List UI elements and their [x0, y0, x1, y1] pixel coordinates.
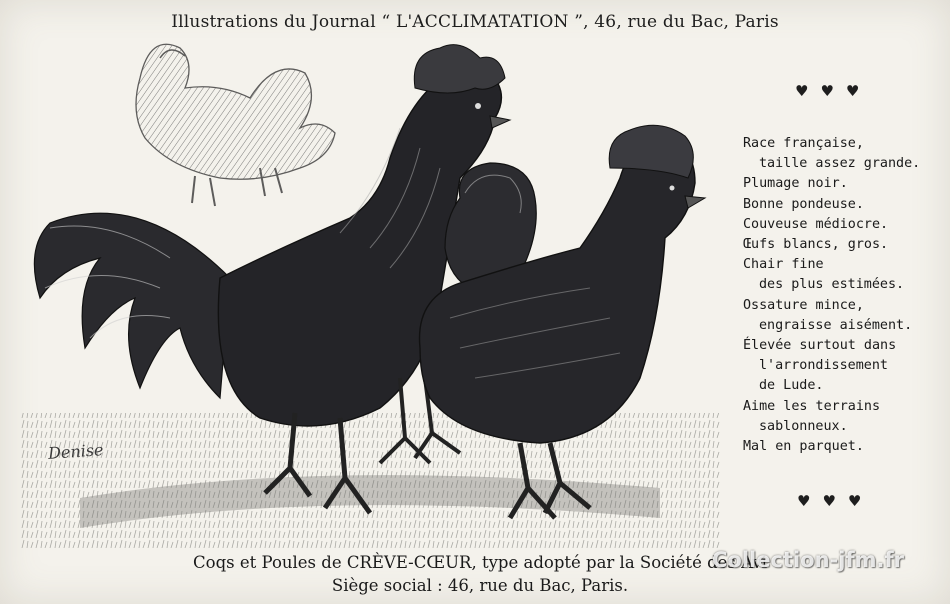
desc-line: Chair fine	[743, 257, 824, 273]
background-rooster	[136, 44, 335, 206]
desc-line: Race française,	[743, 136, 864, 151]
ornament-bottom: ♥♥♥	[797, 492, 874, 510]
desc-line: taille assez grande.	[759, 156, 921, 172]
desc-line: l'arrondissement	[759, 358, 888, 374]
poultry-illustration	[20, 18, 740, 548]
ornament-top: ♥♥♥	[795, 82, 872, 100]
desc-line: engraisse aisément.	[759, 317, 913, 333]
journal-header: Illustrations du Journal “ L'ACCLIMATATION ”, 46, rue du Bac, Paris	[171, 12, 779, 32]
caption-line-1: Coqs et Poules de CRÈVE-CŒUR, type adopté par la Société des Avi	[193, 553, 767, 572]
desc-line: Plumage noir.	[743, 176, 848, 192]
desc-line: de Lude.	[759, 378, 824, 394]
desc-line: Mal en parquet.	[743, 439, 864, 455]
desc-line: Aime les terrains	[743, 398, 881, 414]
desc-line: Œufs blancs, gros.	[743, 237, 889, 253]
artist-signature: Denise	[47, 440, 105, 463]
watermark: Collection-jfm.fr	[712, 548, 904, 572]
desc-line: Ossature mince,	[743, 297, 864, 313]
desc-line: Couveuse médiocre.	[743, 216, 889, 232]
caption-line-2: Siège social : 46, rue du Bac, Paris.	[331, 576, 629, 595]
desc-line: Bonne pondeuse.	[743, 196, 864, 212]
desc-line: Élevée surtout dans	[743, 338, 897, 354]
breed-description	[743, 134, 943, 457]
desc-line: sablonneux.	[759, 418, 848, 434]
desc-line: des plus estimées.	[759, 277, 905, 293]
